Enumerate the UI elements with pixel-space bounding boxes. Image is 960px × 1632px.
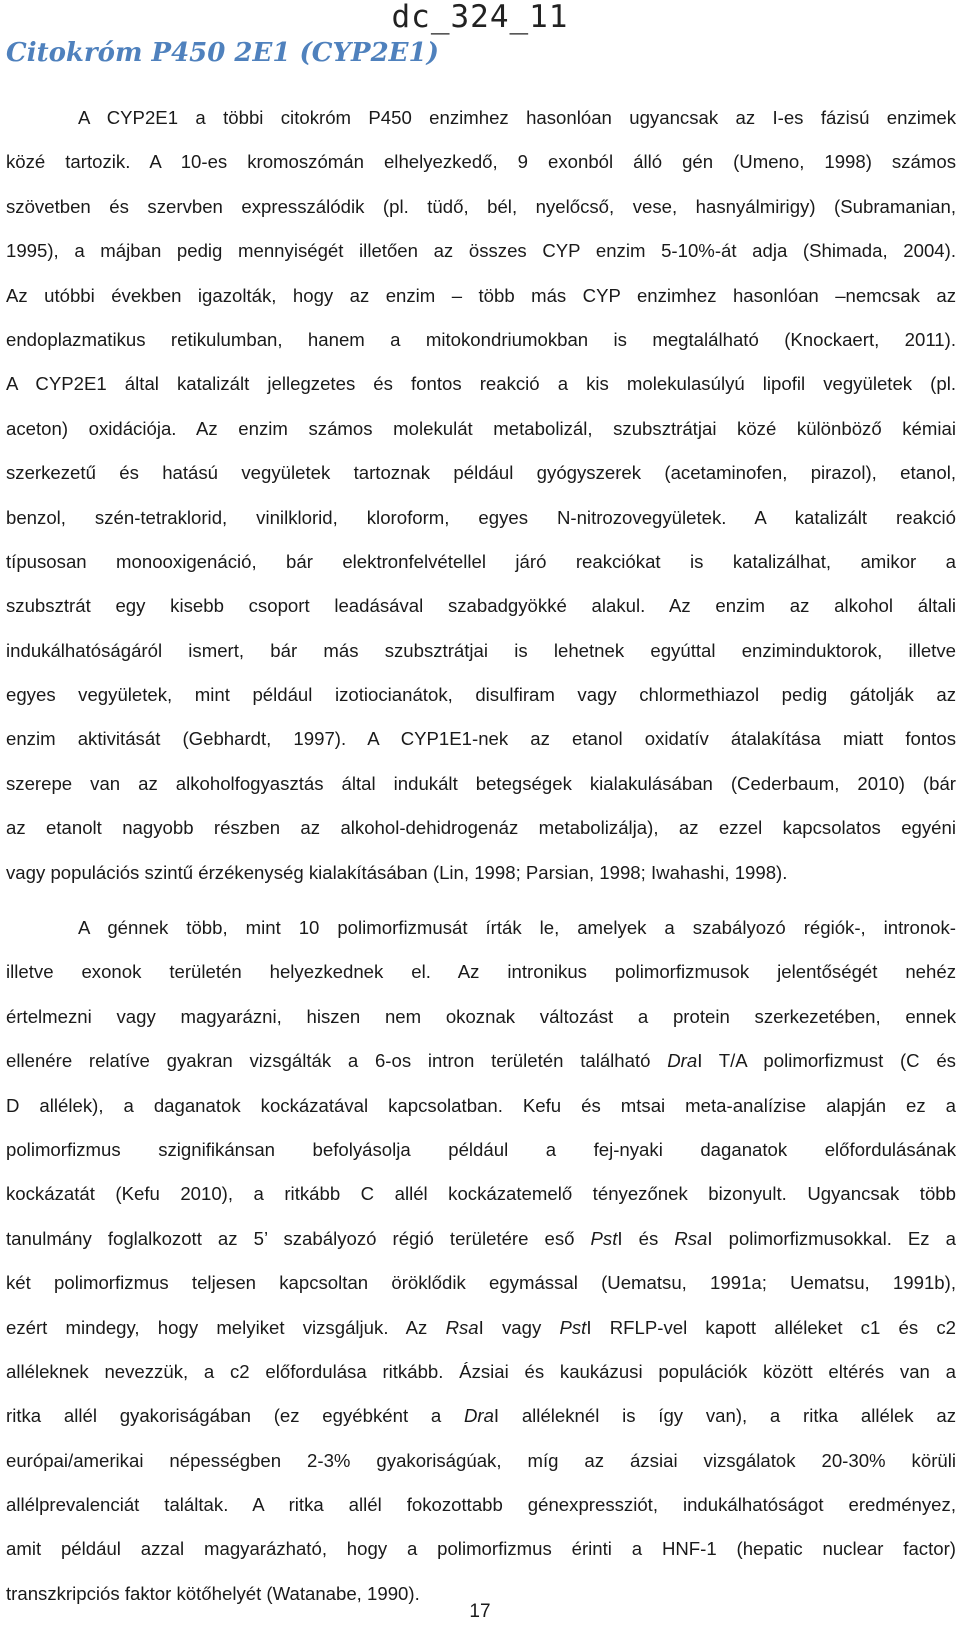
- text-line: Az utóbbi években igazolták, hogy az enzim – több más CYP enzimhez hasonlóan –nemcsak az: [6, 284, 956, 306]
- italic-term: Rsa: [445, 1316, 479, 1338]
- text-line: szerkezetű és hatású vegyületek tartoznak például gyógyszerek (acetaminofen, pirazol), etanol,: [6, 462, 956, 484]
- text-line: közé tartozik. A 10-es kromoszómán elhelyezkedő, 9 exonból álló gén (Umeno, 1998) számos: [6, 151, 956, 173]
- text-line: tanulmány foglalkozott az 5’ szabályozó régió területére eső PstI és RsaI polimorfizmusokkal. Ez a: [6, 1227, 956, 1249]
- text-line: aceton) oxidációja. Az enzim számos molekulát metabolizál, szubsztrátjai közé különböző kémiai: [6, 417, 956, 439]
- text-line: ellenére relatíve gyakran vizsgálták a 6-os intron területén található DraI T/A polimorfizmust (C és: [6, 1050, 956, 1072]
- italic-term: Pst: [559, 1316, 587, 1338]
- text-line: 1995), a májban pedig mennyiségét illetően az összes CYP enzim 5-10%-át adja (Shimada, 2004).: [6, 240, 956, 262]
- text-line: szubsztrát egy kisebb csoport leadásával szabadgyökké alakul. Az enzim az alkohol általi: [6, 595, 956, 617]
- text-line: alléleknek nevezzük, a c2 előfordulása ritkább. Ázsiai és kaukázusi populációk között eltérés van a: [6, 1360, 956, 1382]
- document-id: dc_324_11: [391, 0, 569, 35]
- text-line: ezért mindegy, hogy melyiket vizsgáljuk. Az RsaI vagy PstI RFLP-vel kapott alléleket c1 és c2: [6, 1316, 956, 1338]
- section-heading: Citokróm P450 2E1 (CYP2E1): [6, 38, 439, 68]
- text-line: A CYP2E1 a többi citokróm P450 enzimhez hasonlóan ugyancsak az I-es fázisú enzimek: [78, 107, 956, 128]
- text-line: indukálhatóságáról ismert, bár más szubsztrátjai is lehetnek egyúttal enziminduktorok, illetve: [6, 639, 956, 661]
- text-line: egyes vegyületek, mint például izotiocianátok, disulfiram vagy chlormethiazol pedig gátolják az: [6, 684, 956, 706]
- text-line: szövetben és szervben expresszálódik (pl. tüdő, bél, nyelőcső, vese, hasnyálmirigy) (Subramanian,: [6, 195, 956, 217]
- text-line: két polimorfizmus teljesen kapcsoltan öröklődik egymással (Uematsu, 1991a; Uematsu, 1991b),: [6, 1272, 956, 1294]
- text-line: A génnek több, mint 10 polimorfizmusát írták le, amelyek a szabályozó régiók-, intronok-: [78, 917, 956, 938]
- text-line: A CYP2E1 által katalizált jellegzetes és fontos reakció a kis molekulasúlyú lipofil vegyületek (pl.: [6, 373, 956, 395]
- text-line: enzim aktivitását (Gebhardt, 1997). A CYP1E1-nek az etanol oxidatív átalakítása miatt fontos: [6, 728, 956, 750]
- text-line: transzkripciós faktor kötőhelyét (Watanabe, 1990).: [6, 1582, 420, 1604]
- page-number: 17: [469, 1601, 491, 1622]
- text-line: értelmezni vagy magyarázni, hiszen nem okoznak változást a protein szerkezetében, ennek: [6, 1005, 956, 1027]
- text-line: allélprevalenciát találtak. A ritka allél fokozottabb génexpressziót, indukálhatóságot eredményez,: [6, 1494, 956, 1516]
- text-line: európai/amerikai népességben 2-3% gyakoriságúak, míg az ázsiai vizsgálatok 20-30% körüli: [6, 1449, 956, 1471]
- text-line: D allélek), a daganatok kockázatával kapcsolatban. Kefu és mtsai meta-analízise alapján ez a: [6, 1094, 956, 1116]
- italic-term: Dra: [667, 1050, 698, 1072]
- paragraph-1: [6, 96, 956, 895]
- text-line: típusosan monooxigenáció, bár elektronfelvétellel járó reakciókat is katalizálhat, amikor a: [6, 550, 956, 572]
- text-line: szerepe van az alkoholfogyasztás által indukált betegségek kialakulásában (Cederbaum, 2010) (bár: [6, 772, 956, 794]
- text-line: ritka allél gyakoriságában (ez egyébként a DraI alléleknél is így van), a ritka allélek az: [6, 1405, 956, 1427]
- text-line: polimorfizmus szignifikánsan befolyásolja például a fej-nyaki daganatok előfordulásának: [6, 1138, 956, 1160]
- text-line: benzol, szén-tetraklorid, vinilklorid, kloroform, egyes N-nitrozovegyületek. A katalizált reakció: [6, 506, 956, 528]
- text-line: vagy populációs szintű érzékenység kialakításában (Lin, 1998; Parsian, 1998; Iwahashi, 1998).: [6, 861, 788, 883]
- text-line: az etanolt nagyobb részben az alkohol-dehidrogenáz metabolizálja), az ezzel kapcsolatos egyéni: [6, 817, 956, 839]
- italic-term: Rsa: [674, 1227, 708, 1249]
- text-line: illetve exonok területén helyezkednek el. Az intronikus polimorfizmusok jelentőségét nehéz: [6, 961, 956, 983]
- italic-term: Pst: [590, 1227, 618, 1249]
- text-line: amit például azzal magyarázható, hogy a polimorfizmus érinti a HNF-1 (hepatic nuclear factor): [6, 1538, 956, 1560]
- italic-term: Dra: [463, 1405, 494, 1427]
- paragraph-2: [6, 906, 956, 1616]
- text-line: endoplazmatikus retikulumban, hanem a mitokondriumokban is megtalálható (Knockaert, 2011).: [6, 328, 956, 350]
- text-line: kockázatát (Kefu 2010), a ritkább C allél kockázatemelő tényezőnek bizonyult. Ugyancsak több: [6, 1183, 956, 1205]
